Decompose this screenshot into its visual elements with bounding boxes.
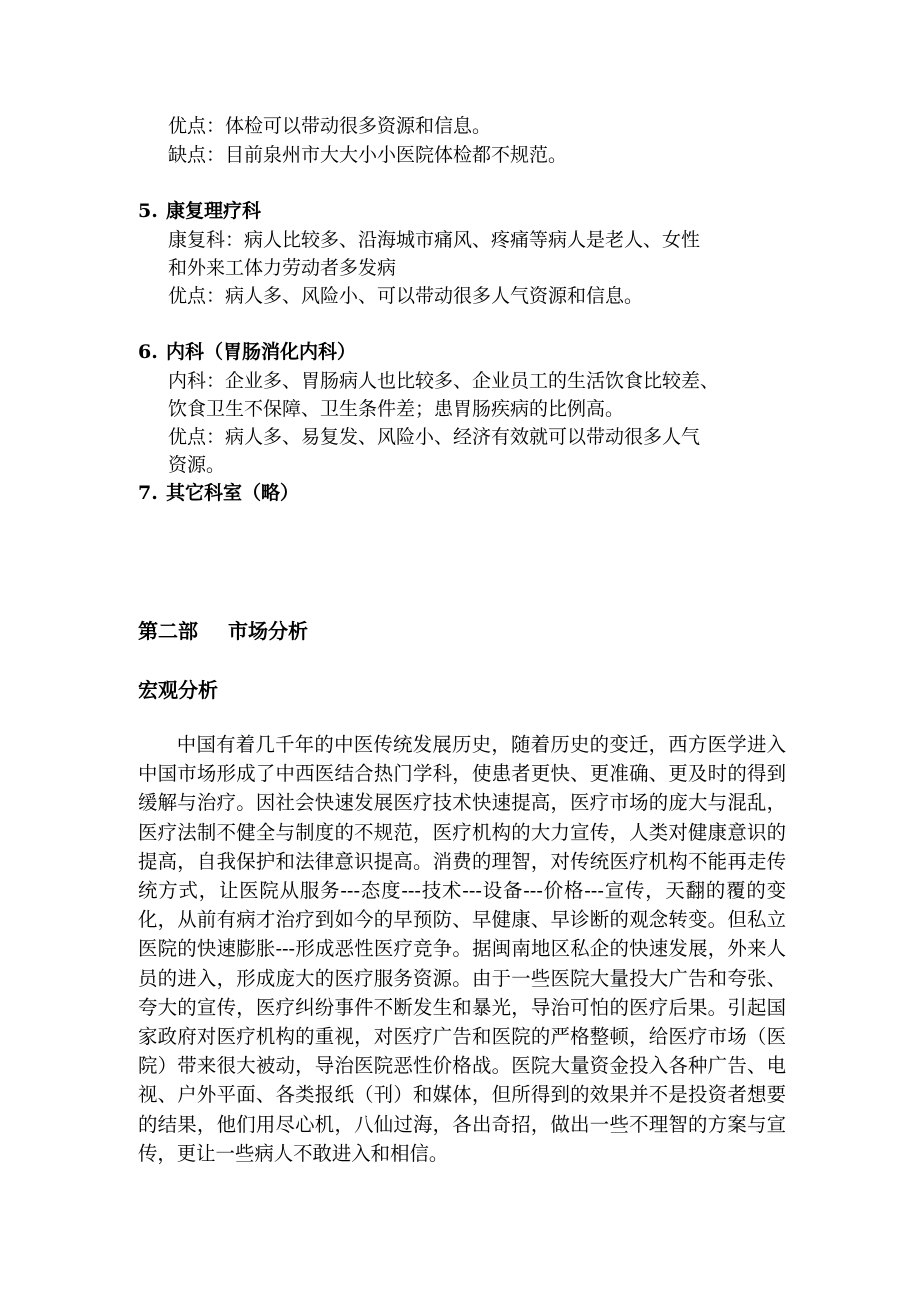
section7-number: 7. <box>138 482 158 504</box>
macro-analysis-title: 宏观分析 <box>138 678 218 702</box>
part2-title: 市场分析 <box>228 619 308 643</box>
section6-heading <box>138 338 356 366</box>
section7-title: 其它科室（略） <box>166 482 300 504</box>
section6-pros-line2: 资源。 <box>168 454 226 476</box>
section6-pros-line1: 优点：病人多、易复发、风险小、经济有效就可以带动很多人气 <box>168 426 701 448</box>
section6-desc-line2: 饮食卫生不保障、卫生条件差；患胃肠疾病的比例高。 <box>168 398 625 420</box>
section5-number: 5. <box>138 200 158 222</box>
section7-heading <box>138 479 299 507</box>
macro-analysis-paragraph: 中国有着几千年的中医传统发展历史，随着历史的变迁，西方医学进入中国市场形成了中西医结合热门学科，使患者更快、更准确、更及时的得到缓解与治疗。因社会快速发展医疗技术快速提高，医疗市场的庞大与混乱，医疗法制不健全与制度的不规范，医疗机构的大力宣传，人类对健康意识的提高，自我保护和法律意识提高。消费的理智，对传统医疗机构不能再走传统方式，让医院从服务---态度---技术---设备---价格---宣传，天翻的覆的变化，从前有病才治疗到如今的早预防、早健康、早诊断的观念转变。但私立医院的快速膨胀---形成恶性医疗竞争。据闽南地区私企的快速发展，外来人员的进入，形成庞大的医疗服务资源。由于一些医院大量投大广告和夸张、夸大的宣传，医疗纠纷事件不断发生和暴光，导治可怕的医疗后果。引起国家政府对医疗机构的重视，对医疗广告和医院的严格整顿，给医疗市场（医院）带来很大被动，导治医院恶性价格战。医院大量资金投入各种广告、电视、户外平面、各类报纸（刊）和媒体，但所得到的效果并不是投资者想要的结果，他们用尽心机，八仙过海，各出奇招，做出一些不理智的方案与宣传，更让一些病人不敢进入和相信。 <box>138 733 786 1165</box>
section5-desc-line2: 和外来工体力劳动者多发病 <box>168 257 397 279</box>
part2-label: 第二部 <box>138 619 198 643</box>
section5-heading <box>138 197 261 225</box>
section5-pros: 优点：病人多、风险小、可以带动很多人气资源和信息。 <box>168 285 644 307</box>
section4-pros: 优点：体检可以带动很多资源和信息。 <box>168 115 492 137</box>
section4-cons: 缺点：目前泉州市大大小小医院体检都不规范。 <box>168 144 568 166</box>
part2-heading <box>138 617 308 645</box>
section6-desc-line1: 内科：企业多、胃肠病人也比较多、企业员工的生活饮食比较差、 <box>168 370 720 392</box>
section5-desc-line1: 康复科：病人比较多、沿海城市痛风、疼痛等病人是老人、女性 <box>168 229 701 251</box>
section6-number: 6. <box>138 341 158 363</box>
section5-title: 康复理疗科 <box>166 200 262 222</box>
section6-title: 内科（胃肠消化内科） <box>166 341 357 363</box>
